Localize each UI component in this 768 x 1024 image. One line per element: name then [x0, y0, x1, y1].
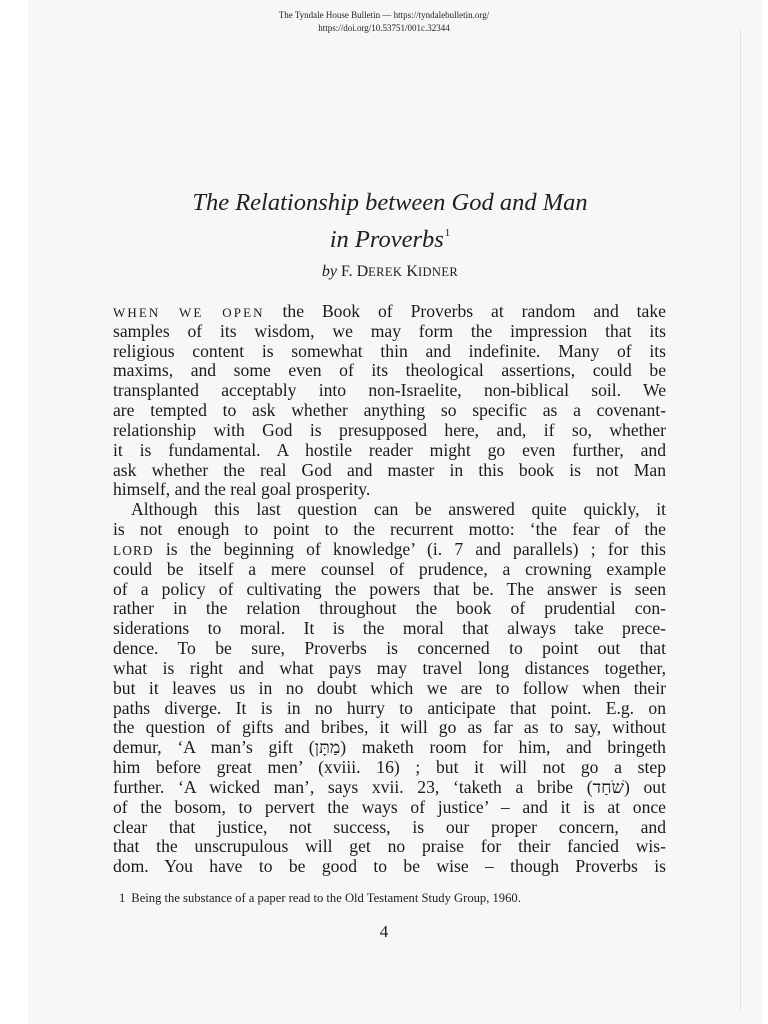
body-line: dom. You have to be good to be wise – though Proverbs is — [113, 856, 666, 877]
body-line: could be itself a mere counsel of prudence, a crowning example — [113, 558, 666, 579]
article-body — [113, 302, 666, 877]
body-line: further. ‘A wicked man’, says xvii. 23, ‘taketh a bribe (שֹׁחַד) out — [113, 776, 666, 797]
title-footnote-marker: 1 — [444, 227, 451, 239]
lord-small-caps: LORD — [113, 542, 154, 558]
body-line: dence. To be sure, Proverbs is concerned to point out that — [113, 638, 666, 659]
article-title — [100, 188, 680, 255]
title-line-2-text: in Proverbs — [329, 226, 444, 253]
body-line: it is fundamental. A hostile reader might go even further, and — [113, 439, 666, 460]
body-line: but it leaves us in no doubt which we are to follow when their — [113, 677, 666, 698]
body-line: LORD is the beginning of knowledge’ (i. 7 and parallels) ; for this — [113, 538, 666, 559]
body-line: Although this last question can be answered quite quickly, it — [131, 499, 666, 520]
body-line: the question of gifts and bribes, it will go as far as to say, without — [113, 717, 666, 738]
page-number: 4 — [379, 922, 389, 941]
body-line: samples of its wisdom, we may form the impression that its — [113, 320, 666, 341]
body-line: of the bosom, to pervert the ways of justice’ – and it is at once — [113, 796, 666, 817]
header-doi-line: https://doi.org/10.53751/001c.32344 — [318, 23, 450, 33]
body-line: transplanted acceptably into non-Israelite, non-biblical soil. We — [113, 380, 666, 401]
body-line: of a policy of cultivating the powers that be. The answer is seen — [113, 578, 666, 599]
author-name: F. DEREK KIDNER — [340, 263, 459, 280]
body-line: clear that justice, not success, is our proper concern, and — [113, 816, 666, 837]
body-line: WHEN WE OPEN the Book of Proverbs at random and take — [113, 301, 666, 321]
source-header — [0, 9, 768, 35]
byline-by: by — [321, 263, 337, 280]
body-line: himself, and the real goal prosperity. — [113, 479, 371, 500]
body-line: him before great men’ (xviii. 16) ; but it will not go a step — [113, 757, 666, 778]
body-line: demur, ‘A man’s gift (מַתָּן) maketh room for him, and bringeth — [113, 737, 666, 758]
body-line: siderations to moral. It is the moral that always take prece- — [113, 618, 666, 639]
header-journal-line: The Tyndale House Bulletin — https://tyndalebulletin.org/ — [278, 10, 490, 20]
lead-in-small-caps: WHEN WE OPEN — [113, 305, 265, 320]
body-line: ask whether the real God and master in this book is not Man — [113, 459, 666, 480]
title-line-2 — [100, 218, 680, 255]
body-line: paths diverge. It is in no hurry to anticipate that point. E.g. on — [113, 697, 666, 718]
title-line-1: The Relationship between God and Man — [192, 189, 588, 216]
footnote — [113, 890, 666, 906]
body-line: religious content is somewhat thin and indefinite. Many of its — [113, 340, 666, 361]
body-line: rather in the relation throughout the book of prudential con- — [113, 598, 666, 619]
author-byline — [100, 262, 680, 282]
body-line: is not enough to point to the recurrent motto: ‘the fear of the — [113, 519, 666, 540]
body-line: relationship with God is presupposed here, and, if so, whether — [113, 419, 666, 440]
body-line: maxims, and some even of its theological assertions, could be — [113, 360, 666, 381]
body-line: that the unscrupulous will get no praise for their fancied wis- — [113, 836, 666, 857]
body-line: are tempted to ask whether anything so specific as a covenant- — [113, 400, 666, 421]
page-edge-shadow — [740, 30, 741, 1010]
footnote-text: Being the substance of a paper read to the Old Testament Study Group, 1960. — [131, 891, 521, 905]
body-line: what is right and what pays may travel long distances together, — [113, 657, 666, 678]
footnote-number: 1 — [119, 891, 126, 905]
